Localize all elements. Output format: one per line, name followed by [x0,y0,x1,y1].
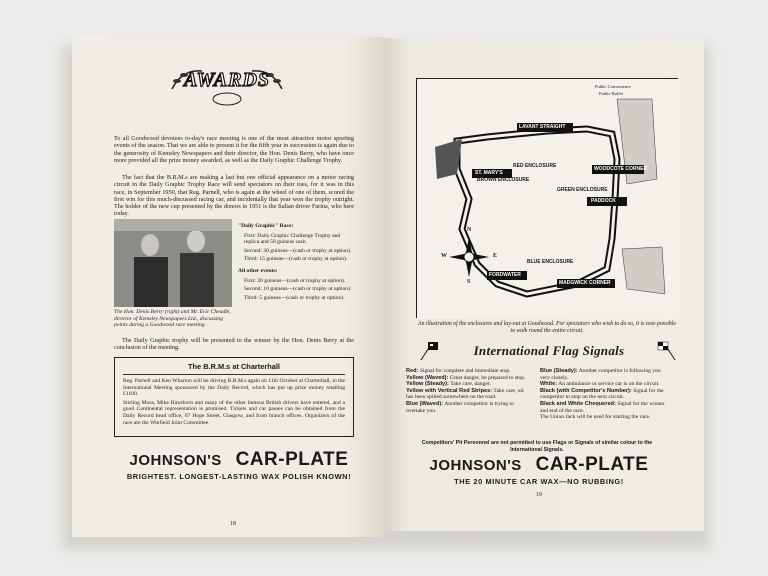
page-title: AWARDS [183,69,271,91]
ad-brand: JOHNSON'S [129,452,222,469]
intro-paragraph: To all Goodwood devotees to-day's race meeting is one of the most attractive motor sporting events of the season. That we are able to present it for the fifth year in succession is again due to the generosity of Kemsley Newspapers and their director, the Hon. Denis Berry, who have once more provided all the prize money awarded, as well as the Daily Graphic Challenge Trophy. [114,135,354,164]
compass-e: E [493,253,498,259]
goodwood-circuit-map [417,79,679,319]
compass-n: N [467,227,472,233]
portrait-image [114,219,232,307]
photo-two-men [114,219,232,307]
prize-first: First: Daily Graphic Challenge Trophy and replica and 50 guineas cash. [244,232,341,246]
compass-w: W [441,253,447,259]
awards-heading [162,59,292,109]
signal-black: Black (with Competitor's Number): Signal for the competitor to stop on the next circuit. [540,387,664,401]
page-number: 18 [230,521,236,527]
map-label-paddock: PADDOCK [591,198,616,204]
race-heading: "Daily Graphic" Race: [238,223,294,229]
johnsons-advert-right [414,454,664,494]
prize-third: Third: 15 guineas—(cash or trophy at option). [244,256,348,263]
other-events-heading: All other events: [238,267,278,274]
map-caption: An illustration of the enclosures and lay-out at Goodwood. For spectators who wish to do so, it is now possible to walk round the entire circuit. [418,321,676,334]
signal-yellow-red-stripes: Yellow with Vertical Red Stripes: Take care, oil has been spilled somewhere on the road. [406,387,524,401]
map-label-st-marys: ST. MARY'S [475,170,503,176]
pit-personnel-note: Competitors' Pit Personnel are not permitted to use Flags or Signals of similar colour to the International Signals. [421,440,653,453]
map-label-lavant: LAVANT STRAIGHT [519,124,566,130]
other-prize-third: Third: 5 guineas—(cash or trophy at option). [244,294,345,301]
prize-second: Second: 30 guineas—(cash or trophy at option). [244,247,352,254]
right-page [384,38,704,531]
map-label-green-enclosure: GREEN ENCLOSURE [557,187,608,193]
ad-product: CAR-PLATE [235,449,349,470]
map-label-madgwick: MADGWICK CORNER [559,280,611,286]
brm-paragraph: The fact that the B.R.M.s are making a last but one official appearance on a motor racing circuit in the Daily Graphic Trophy Race will send spectators on their toes, for it was in this race, in September 1950, that Reg. Parnell, who is again at the wheel of one of them, scored the first win for this much-discussed racing car, and incidentally that year won the trophy outright. The holder of the new cup presented by the donors in 1951 is the Italian driver Farina, who here today. [114,174,354,218]
charterhall-box [114,357,354,437]
other-prize-second: Second: 10 guineas—(cash or trophy at option). [244,286,352,293]
chequered-flag-icon [656,340,678,362]
flag-signals-heading [418,338,678,364]
trophy-note: The Daily Graphic trophy will be presented to the winner by the Hon. Denis Berry at the conclusion of the meeting. [114,337,354,352]
signal-chequered: Black and White Chequered: Signal for the winner and end of the race. [540,400,665,414]
map-label-convenience: Public Convenience [595,84,632,89]
signal-union-jack: The Union Jack will be used for starting the race. [540,414,651,421]
ad-tagline: BRIGHTEST. LONGEST-LASTING WAX POLISH KNOWN! [126,472,352,481]
box-title: The B.R.M.s at Charterhall [188,362,280,371]
box-divider [123,374,345,375]
signal-yellow-steady: Yellow (Steady): Take care, danger. [406,381,491,388]
signal-blue-waved: Blue (Waved): Another competitor is trying to overtake you. [406,400,514,414]
circuit-map [416,78,678,318]
flag-signals-title: International Flag Signals [473,343,625,358]
map-label-brown-enclosure: BROWN ENCLOSURE [477,177,530,183]
signal-white: White: An ambulance or service car is on the circuit. [540,381,660,388]
map-label-buffet: Public Buffet [599,91,624,96]
other-prize-first: First: 20 guineas—(cash or trophy at option). [244,277,346,284]
ad-tagline: THE 20 MINUTE CAR WAX—NO RUBBING! [454,477,624,486]
map-label-red-enclosure: RED ENCLOSURE [513,163,557,169]
ad-product: CAR-PLATE [535,454,649,475]
map-label-blue-enclosure: BLUE ENCLOSURE [527,259,574,265]
map-label-fordwater: FORDWATER [489,272,521,278]
compass-s: S [467,279,471,285]
box-paragraph-2: Stirling Moss, Mike Hawthorn and many of the other famous British drivers have entered, and a good Continental representation is promised. Tickets and car passes can be obtained from the Daily Record head office, 67 Hope Street, Glasgow, and from branch offices. Organizers of the race are the Winfield Joint Committee. [123,399,345,426]
signals-left-column [406,368,531,414]
signal-yellow-waved: Yellow (Waved): Great danger, be prepared to stop. [406,374,526,381]
map-label-woodcote: WOODCOTE CORNER [594,166,648,172]
johnsons-advert-left [114,449,364,489]
crossed-flags-icon [418,340,440,362]
photo-caption: The Hon. Denis Berry (right) and Mr. Eric Cheadle, director of Kemsley Newspapers Ltd., discussing points during a Goodwood race meeting. [114,309,231,329]
signals-right-column [540,368,665,421]
ad-brand: JOHNSON'S [429,457,522,474]
page-number: 19 [536,492,542,498]
left-page [72,37,384,537]
signal-blue-steady: Blue (Steady): Another competitor is following you very closely. [540,368,661,381]
box-paragraph-1: Reg. Parnell and Ken Wharton will be driving B.R.M.s again on 11th October at Charterhall, in the International Meeting sponsored by the Daily Record, which has put up prize money totalling £1100. [123,378,345,398]
signal-red: Red: Signal for complete and immediate stop. [406,368,511,374]
